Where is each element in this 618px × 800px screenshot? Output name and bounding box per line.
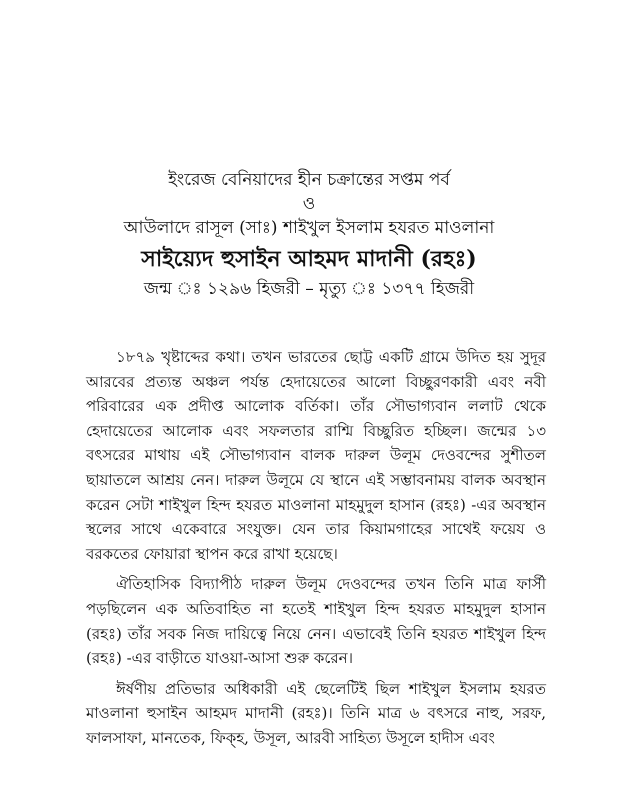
- paragraph-2: ঐতিহাসিক বিদ্যাপীঠ দারুল উলূম দেওবন্দের তখন তিনি মাত্র ফার্সী পড়ছিলেন এক অতিবাহিত না হতেই শাইখুল হিন্দ হযরত মাহমুদুল হাসান (রহঃ) তাঁর সবক নিজ দায়িত্বে নিয়ে নেন। এভাবেই তিনি হযরত শাইখুল হিন্দ (রহঃ) -এর বাড়ীতে যাওয়া-আসা শুরু করেন।: [86, 575, 546, 668]
- heading-conjunction: ও: [302, 194, 316, 214]
- heading-dates: জন্ম ঃ ১২৯৬ হিজরী – মৃত্যু ঃ ১৩৭৭ হিজরী: [143, 279, 475, 299]
- body-text: [86, 345, 546, 757]
- paragraph-1: ১৮৭৯ খৃষ্টাব্দের কথা। তখন ভারতের ছোট্ট একটি গ্রামে উদিত হয় সুদূর আরবের প্রত্যন্ত অঞ্চল পর্যন্ত হেদায়েতের আলো বিচ্ছুরণকারী এবং নবী পরিবারের এক প্রদীপ্ত আলোক বর্তিকা। তাঁর সৌভাগ্যবান ললাট থেকে হেদায়েতের আলোক এবং সফলতার রাশ্মি বিচ্ছুরিত হচ্ছিল। জন্মের ১৩ বৎসরের মাথায় এই সৌভাগ্যবান বালক দারুল উলূম দেওবন্দের সুশীতল ছায়াতলে আশ্রয় নেন। দারুল উলূমে যে স্থানে এই সম্ভাবনাময় বালক অবস্থান করেন সেটা শাইখুল হিন্দ হযরত মাওলানা মাহমুদুল হাসান (রহঃ) -এর অবস্থান স্থলের সাথে একেবারে সংযুক্ত। যেন তার কিয়ামগাহের সাথেই ফয়েয ও বরকতের ফোয়ারা স্থাপন করে রাখা হয়েছে।: [86, 348, 546, 563]
- paragraph-3: ঈর্ষণীয় প্রতিভার অধিকারী এই ছেলেটিই ছিল শাইখুল ইসলাম হযরত মাওলানা হুসাইন আহমদ মাদানী (রহঃ)। তিনি মাত্র ৬ বৎসরে নাহু, সরফ, ফালসাফা, মানতেক, ফিক্হ, উসূল, আরবী সাহিত্য উসূলে হাদীস এবং: [86, 679, 546, 747]
- heading-line-2: আউলাদে রাসূল (সাঃ) শাইখুল ইসলাম হযরত মাওলানা: [123, 218, 495, 238]
- heading-line-1: ইংরেজ বেনিয়াদের হীন চক্রান্তের সপ্তম পর্ব: [168, 170, 450, 190]
- chapter-heading: [0, 166, 618, 302]
- heading-name: সাইয়্যেদ হুসাইন আহমদ মাদানী (রহঃ): [141, 246, 477, 272]
